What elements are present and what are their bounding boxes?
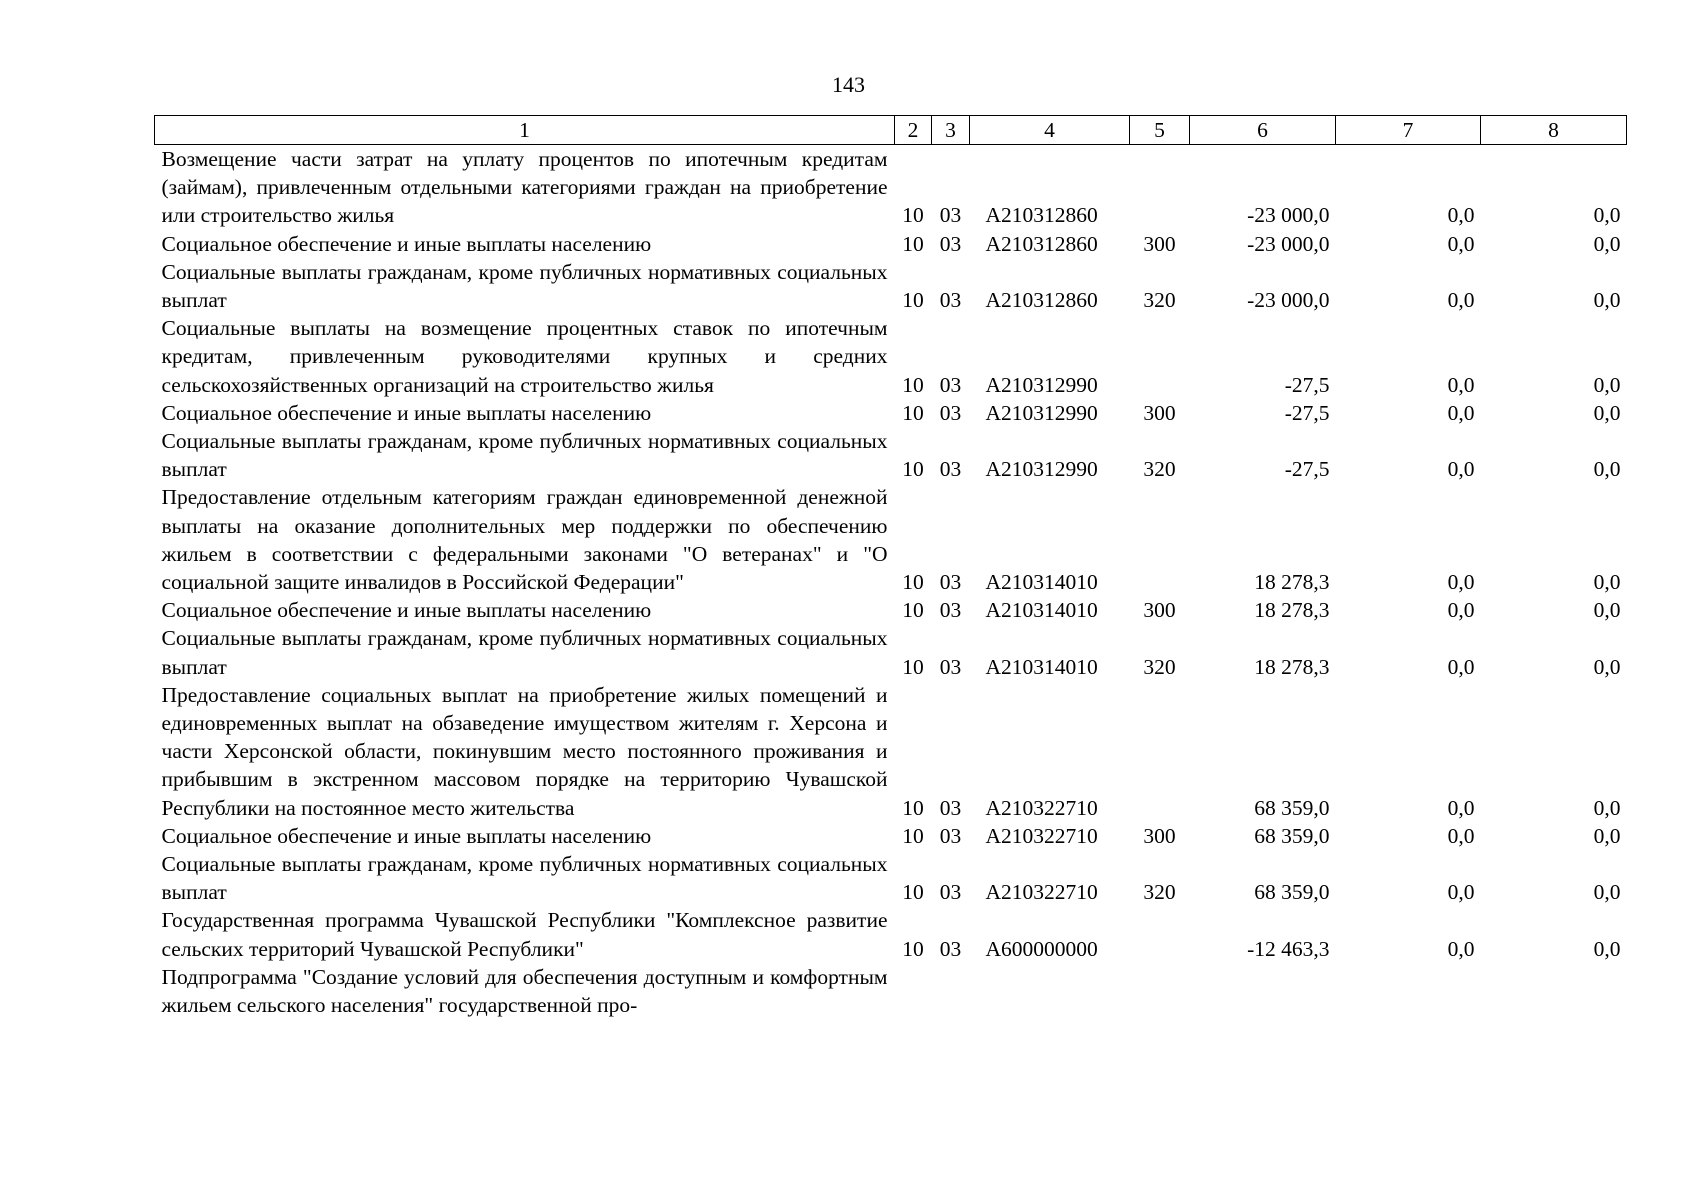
table-body [155,145,1627,1020]
row-expense-type: 320 [1143,880,1176,905]
row-target-code: А210314010 [985,654,1098,679]
header-col-7: 7 [1336,116,1481,145]
row-section: 10 [902,654,924,679]
row-section [895,963,932,1019]
row-expense-type: 300 [1143,598,1176,623]
row-section: 10 [902,288,924,313]
row-target-code: А210312860 [985,231,1098,256]
row-value-7: 0,0 [1447,598,1475,623]
row-value-7: 0,0 [1447,400,1475,425]
row-subsection [932,963,970,1019]
header-col-8: 8 [1481,116,1627,145]
row-subsection: 03 [939,598,962,623]
row-subsection: 03 [939,823,962,848]
row-section: 10 [902,795,924,820]
table-row [155,427,1627,483]
row-value-6: 18 278,3 [1254,570,1330,595]
row-name: Подпрограмма "Создание условий для обеспечения доступным и комфортным жильем сельского населения" государственной про- [161,964,888,1018]
table-row [155,483,1627,596]
row-value-6: -27,5 [1284,372,1330,397]
row-subsection: 03 [939,288,962,313]
row-target-code: А210312860 [985,203,1098,228]
row-target-code [970,963,1130,1019]
row-section: 10 [902,203,924,228]
row-name: Предоставление отдельным категориям граждан единовременной денежной выплаты на оказание дополнительных мер поддержки по обеспечению жильем в соответствии с федеральными законами "О ветеранах" и "О социальной защите инвалидов в Российской Федерации" [161,485,888,595]
row-name: Социальное обеспечение и иные выплаты населению [161,231,652,256]
table-row [155,681,1627,822]
row-name: Социальные выплаты гражданам, кроме публичных нормативных социальных выплат [161,626,888,679]
row-value-8: 0,0 [1593,372,1621,397]
row-value-7: 0,0 [1447,288,1475,313]
row-name: Социальные выплаты гражданам, кроме публичных нормативных социальных выплат [161,429,888,482]
row-value-8: 0,0 [1593,598,1621,623]
table-row [155,596,1627,624]
row-value-8: 0,0 [1593,231,1621,256]
row-name: Социальное обеспечение и иные выплаты населению [161,823,652,848]
row-value-6: 68 359,0 [1254,795,1330,820]
row-section: 10 [902,570,924,595]
row-value-7: 0,0 [1447,570,1475,595]
row-target-code: А210314010 [985,598,1098,623]
row-value-6: -27,5 [1284,400,1330,425]
row-expense-type [1130,314,1190,399]
table-row [155,963,1627,1019]
row-expense-type [1130,681,1190,822]
table-row [155,314,1627,399]
row-value-8: 0,0 [1593,795,1621,820]
row-value-8: 0,0 [1593,570,1621,595]
row-value-7: 0,0 [1447,231,1475,256]
row-value-8: 0,0 [1593,288,1621,313]
row-subsection: 03 [939,880,962,905]
row-value-8: 0,0 [1593,654,1621,679]
row-target-code: А210322710 [985,795,1098,820]
row-target-code: А210312990 [985,372,1098,397]
row-expense-type: 300 [1143,231,1176,256]
header-col-4: 4 [970,116,1130,145]
header-col-2: 2 [895,116,932,145]
row-value-7: 0,0 [1447,936,1475,961]
row-section: 10 [902,400,924,425]
row-value-8: 0,0 [1593,400,1621,425]
row-section: 10 [902,457,924,482]
row-value-6: 68 359,0 [1254,880,1330,905]
row-target-code: А210312990 [985,400,1098,425]
row-value-6: -23 000,0 [1247,203,1330,228]
row-name: Социальное обеспечение и иные выплаты населению [161,598,652,623]
row-name: Возмещение части затрат на уплату процентов по ипотечным кредитам (займам), привлеченным отдельными категориями граждан на приобретение или строительство жилья [161,147,888,228]
row-value-6: 18 278,3 [1254,654,1330,679]
row-name: Предоставление социальных выплат на приобретение жилых помещений и единовременных выплат на обзаведение имуществом жителям г. Херсона и части Херсонской области, покинувшим место постоянного проживания и прибывшим в экстренном массовом порядке на территорию Чувашской Республики на постоянное место жительства [161,682,888,820]
row-subsection: 03 [939,795,962,820]
row-target-code: А210312990 [985,457,1098,482]
header-col-6: 6 [1190,116,1336,145]
row-expense-type [1130,145,1190,230]
row-subsection: 03 [939,457,962,482]
row-value-6: -12 463,3 [1247,936,1330,961]
row-section: 10 [902,598,924,623]
header-col-3: 3 [932,116,970,145]
row-value-7: 0,0 [1447,203,1475,228]
row-section: 10 [902,880,924,905]
row-value-6: -23 000,0 [1247,231,1330,256]
row-target-code: А210314010 [985,570,1098,595]
row-subsection: 03 [939,400,962,425]
row-value-7: 0,0 [1447,457,1475,482]
row-target-code: А210312860 [985,288,1098,313]
row-subsection: 03 [939,231,962,256]
row-subsection: 03 [939,570,962,595]
row-name: Социальное обеспечение и иные выплаты населению [161,400,652,425]
table-row [155,850,1627,906]
row-name: Социальные выплаты гражданам, кроме публичных нормативных социальных выплат [161,852,888,905]
row-value-7: 0,0 [1447,795,1475,820]
table-row [155,258,1627,314]
header-col-5: 5 [1130,116,1190,145]
row-section: 10 [902,231,924,256]
row-subsection: 03 [939,936,962,961]
table-row [155,145,1627,230]
header-col-1: 1 [155,116,895,145]
row-value-7: 0,0 [1447,372,1475,397]
row-subsection: 03 [939,372,962,397]
row-value-8: 0,0 [1593,823,1621,848]
row-value-7: 0,0 [1447,654,1475,679]
row-value-8 [1481,963,1627,1019]
table-row [155,906,1627,962]
row-expense-type: 300 [1143,823,1176,848]
table-row [155,399,1627,427]
header-row [155,116,1627,145]
row-value-7: 0,0 [1447,823,1475,848]
row-value-6: -27,5 [1284,457,1330,482]
row-section: 10 [902,372,924,397]
row-section: 10 [902,823,924,848]
row-value-7 [1336,963,1481,1019]
row-expense-type: 320 [1143,288,1176,313]
row-name: Государственная программа Чувашской Республики "Комплексное развитие сельских территорий Чувашской Республики" [161,908,888,961]
row-target-code: А210322710 [985,823,1098,848]
row-target-code: А210322710 [985,880,1098,905]
row-section: 10 [902,936,924,961]
row-name: Социальные выплаты гражданам, кроме публичных нормативных социальных выплат [161,259,888,313]
row-expense-type [1130,963,1190,1019]
row-value-6: -23 000,0 [1247,288,1330,313]
row-expense-type: 300 [1143,400,1176,425]
budget-table [154,115,1627,1019]
row-target-code: А600000000 [985,936,1098,961]
row-value-8: 0,0 [1593,457,1621,482]
row-expense-type: 320 [1143,457,1176,482]
row-value-8: 0,0 [1593,203,1621,228]
row-value-8: 0,0 [1593,880,1621,905]
row-value-6: 68 359,0 [1254,823,1330,848]
row-name: Социальные выплаты на возмещение процентных ставок по ипотечным кредитам, привлеченным руководителями крупных и средних сельскохозяйственных организаций на строительство жилья [161,316,888,397]
table-row [155,822,1627,850]
page-number: 143 [832,72,865,97]
row-value-7: 0,0 [1447,880,1475,905]
row-value-6 [1190,963,1336,1019]
row-expense-type [1130,483,1190,596]
row-subsection: 03 [939,203,962,228]
row-value-6: 18 278,3 [1254,598,1330,623]
row-expense-type [1130,906,1190,962]
row-expense-type: 320 [1143,654,1176,679]
table-row [155,230,1627,258]
row-value-8: 0,0 [1593,936,1621,961]
row-subsection: 03 [939,654,962,679]
table-row [155,624,1627,680]
